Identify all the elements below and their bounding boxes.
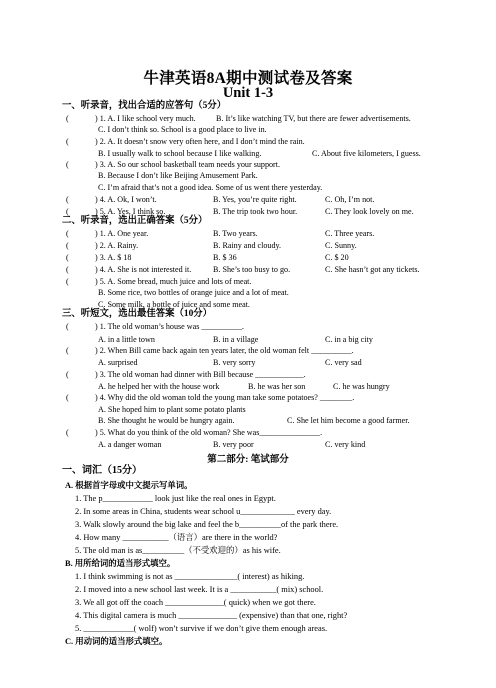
question-option: C. Some milk, a bottle of juice and some meat. (98, 300, 250, 309)
fill-in-item: 5. ____________( wolf) won’t survive if we don’t give them enough areas. (75, 624, 328, 633)
question-option: C. They look lovely on me. (325, 207, 414, 216)
question-option: B. Yes, you’re quite right. (213, 195, 297, 204)
fill-in-item: 3. Walk slowly around the big lake and feel the b__________of the park there. (75, 520, 339, 529)
question-option: C. I’m afraid that’s not a good idea. Some of us went there yesterday. (98, 183, 323, 192)
answer-bracket: ( (66, 241, 69, 250)
question-text: ) 4. Why did the old woman told the young man take some potatoes? ________. (95, 393, 355, 402)
question-option: B. It’s like watching TV, but there are fewer advertisements. (216, 114, 411, 123)
question-text: ) 5. What do you think of the old woman? She was_______________. (95, 428, 323, 437)
question-option: B. he was her son (248, 382, 306, 391)
question-option: C. Three years. (325, 229, 375, 238)
question-option: A. a danger woman (98, 440, 162, 449)
fill-in-item: 5. The old man is as__________（不受欢迎的）as his wife. (75, 546, 281, 555)
answer-bracket: ( (66, 207, 69, 216)
question-option: B. Two years. (213, 229, 258, 238)
answer-bracket: ( (66, 265, 69, 274)
question-option: B. She’s too busy to go. (213, 265, 291, 274)
question-option: ) 4. A. Ok, I won’t. (95, 195, 157, 204)
answer-bracket: ( (66, 160, 69, 169)
question-option: C. very sad (325, 358, 362, 367)
section-1-heading: 一、听录音，找出合适的应答句（5分） (62, 101, 227, 111)
answer-bracket: ( (66, 346, 69, 355)
fill-in-item: 2. I moved into a new school last week. It is a ___________( mix) school. (75, 585, 324, 594)
fill-in-item: 4. This digital camera is much ______________ (expensive) than that one, right? (75, 611, 348, 620)
question-option: C. About five kilometers, I guess. (312, 149, 421, 158)
question-option: B. Because I don’t like Beijing Amusement Park. (98, 171, 258, 180)
question-option: B. The trip took two hour. (213, 207, 298, 216)
question-option: ) 1. A. I like school very much. (95, 114, 196, 123)
fill-in-item: 4. How many ___________（语言）are there in the world? (75, 533, 278, 542)
answer-bracket: ( (66, 370, 69, 379)
question-option: C. She let him become a good farmer. (287, 416, 410, 425)
sub-heading-c: C. 用动词的适当形式填空。 (65, 637, 168, 646)
answer-bracket: ( (66, 114, 69, 123)
question-text: ) 2. When Bill came back again ten years later, the old woman felt __________. (95, 346, 354, 355)
fill-in-item: 1. The p____________ look just like the real ones in Egypt. (75, 494, 276, 503)
question-option: C. She hasn’t got any tickets. (325, 265, 420, 274)
question-option: A. in a little town (98, 335, 155, 344)
question-option: ) 1. A. One year. (95, 229, 149, 238)
question-option: ) 5. A. Some bread, much juice and lots of meat. (95, 277, 252, 286)
question-option: ) 3. A. $ 18 (95, 253, 132, 262)
question-option: B. in a village (213, 335, 259, 344)
question-option: B. Some rice, two bottles of orange juice and a lot of meat. (98, 288, 289, 297)
answer-bracket: ( (66, 137, 69, 146)
question-option: ) 5. A. Yes, I think so. (95, 207, 166, 216)
question-option: B. very poor (213, 440, 254, 449)
question-option: C. very kind (325, 440, 366, 449)
question-option: C. Sunny. (325, 241, 357, 250)
section-2-heading: 二、听录音，选出正确答案（5分） (62, 216, 208, 226)
fill-in-item: 3. We all got off the coach ______________( quick) when we got there. (75, 598, 316, 607)
question-option: A. he helped her with the house work (98, 382, 220, 391)
answer-bracket: ( (66, 393, 69, 402)
part-2-heading: 第二部分: 笔试部分 (207, 455, 289, 465)
fill-in-item: 2. In some areas in China, students wear school u_____________ every day. (75, 507, 332, 516)
question-option: B. $ 36 (213, 253, 237, 262)
question-option: ) 2. A. It doesn’t snow very often here, and I don’t mind the rain. (95, 137, 305, 146)
question-option: C. $ 20 (325, 253, 349, 262)
question-option: C. in a big city (325, 335, 373, 344)
question-option: A. She hoped him to plant some potato plants (98, 405, 246, 414)
section-3-heading: 三、听短文，选出最佳答案（10分） (62, 309, 213, 319)
question-text: ) 3. The old woman had dinner with Bill because ____________. (95, 370, 306, 379)
answer-bracket: ( (66, 322, 69, 331)
answer-bracket: ( (66, 277, 69, 286)
answer-bracket: ( (66, 253, 69, 262)
page-subtitle: Unit 1-3 (222, 85, 274, 101)
vocab-heading: 一、词汇（15分） (62, 465, 142, 476)
question-option: B. She thought he would be hungry again. (98, 416, 235, 425)
sub-heading-b: B. 用所给词的适当形式填空。 (65, 559, 176, 568)
question-option: ) 3. A. So our school basketball team needs your support. (95, 160, 281, 169)
question-option: ) 2. A. Rainy. (95, 241, 139, 250)
question-option: C. he was hungry (333, 382, 390, 391)
question-option: ) 4. A. She is not interested it. (95, 265, 192, 274)
fill-in-item: 1. I think swimming is not as _______________( interest) as hiking. (75, 572, 305, 581)
question-option: A. surprised (98, 358, 138, 367)
answer-bracket: ( (66, 428, 69, 437)
sub-heading-a: A. 根据首字母或中文提示写单词。 (65, 481, 193, 490)
question-option: C. Oh, I’m not. (325, 195, 375, 204)
answer-bracket: ( (66, 195, 69, 204)
question-option: B. Rainy and cloudy. (213, 241, 282, 250)
question-option: C. I don’t think so. School is a good place to live in. (98, 125, 267, 134)
answer-bracket: ( (66, 229, 69, 238)
question-option: B. I usually walk to school because I like walking. (98, 149, 262, 158)
page-title: 牛津英语8A期中测试卷及答案 (143, 70, 353, 87)
question-option: B. very sorry (213, 358, 256, 367)
question-text: ) 1. The old woman’s house was __________. (95, 322, 244, 331)
